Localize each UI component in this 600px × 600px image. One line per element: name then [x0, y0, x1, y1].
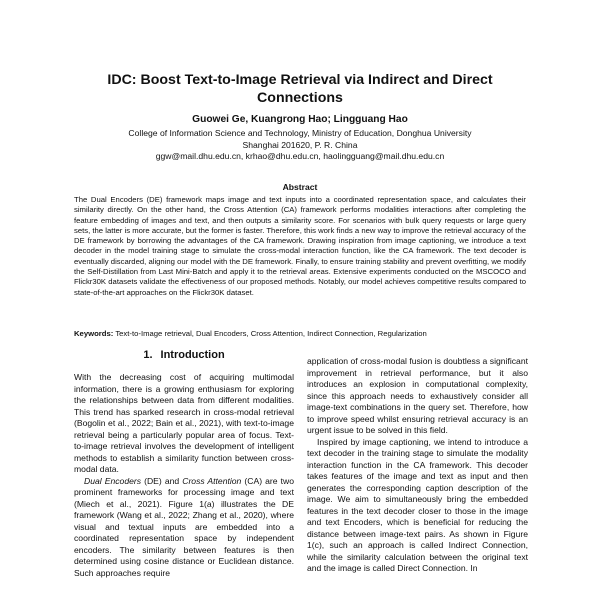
- paper-title-line-2: Connections: [257, 90, 343, 106]
- keywords: [74, 329, 526, 339]
- right-paragraph-2: Inspired by image captioning, we intend to introduce a text decoder in the training stage to simulate the modality interaction function in the CA framework. This decoder takes features of the image and text as input and then generates the corresponding caption description of the image. We aim to simultaneously bring the embedded features in the text decoder closer to those in the image and text Encoders, which is beneficial for reducing the distance between image-text pairs. As shown in Figure 1(c), such an approach is called Indirect Connection, while the similarity calculation between the original text and the image is called Direct Connection. In: [307, 436, 528, 573]
- author-emails: ggw@mail.dhu.edu.cn, krhao@dhu.edu.cn, haolingguang@mail.dhu.edu.cn: [155, 151, 445, 161]
- section-title: Introduction: [160, 349, 225, 361]
- affiliation-line-1: College of Information Science and Technology, Ministry of Education, Donghua University: [128, 128, 472, 138]
- paper-authors: Guowei Ge, Kuangrong Hao; Lingguang Hao: [192, 114, 408, 125]
- paper-title-line-1: IDC: Boost Text-to-Image Retrieval via Indirect and Direct: [107, 72, 493, 88]
- keywords-list: Text-to-Image retrieval, Dual Encoders, Cross Attention, Indirect Connection, Regularization: [115, 329, 427, 338]
- paper-affiliation: [60, 128, 540, 163]
- keywords-label: Keywords:: [74, 329, 114, 338]
- right-paragraph-1: application of cross-modal fusion is doubtless a significant improvement in retrieval performance, but it also introduces an explosion in computational complexity, since this approach needs to exhaustively consider all image-text combinations in the query set. Therefore, how to improve speed whilst ensuring retrieval accuracy is an urgent issue to be solved in this field.: [307, 356, 528, 435]
- abstract-body: The Dual Encoders (DE) framework maps image and text inputs into a coordinated representation space, and calculates their similarity directly. On the other hand, the Cross Attention (CA) framework performs modalities interactions after completing the feature embedding of images and text, and then outputs a similarity score. For scenarios with bulk query requests or large query sets, the latter is more accurate, but the former is faster. Therefore, this work finds a new way to improve the retrieval accuracy of the DE framework by borrowing the advantages of the CA framework. Drawing inspiration from image captioning, we introduce a text decoder in the model training stage to simulate the cross-modal interaction function, like the CA framework. The text decoder is eventually discarded, aligning our model with the DE framework. Finally, to ensure training stability and prevent overfitting, we modify the Self-Distillation from Last Mini-Batch and apply it to the retrieval areas. Extensive experiments conducted on the MSCOCO and Flickr30K datasets validate the effectiveness of our proposed methods. Notably, our model achieves competitive results compared to state-of-the-art approaches on the Flickr30K dataset.: [74, 195, 526, 297]
- left-column: [74, 348, 294, 579]
- right-column: [307, 356, 528, 575]
- term-dual-encoders: Dual Encoders: [84, 475, 142, 486]
- section-heading-introduction: [74, 348, 294, 362]
- intro-paragraph-2: [74, 476, 294, 580]
- paper-title: [60, 71, 540, 107]
- para2-body: (CA) are two prominent frameworks for processing image and text (Miech et al., 2021). Figure 1(a) illustrates the DE framework (Wang et al., 2022; Zhang et al., 2020), where visual and textual inputs are embedded into a coordinated representation space by independent encoders. The similarity between features is then determined using cosine distance or Euclidean distance. Such approaches require: [74, 475, 294, 578]
- intro-paragraph-1: With the decreasing cost of acquiring multimodal information, there is a growing enthusiasm for exploring the relationships between data from different modalities. This trend has sparked research in cross-modal retrieval (Bogolin et al., 2022; Bain et al., 2021), with text-to-image retrieval being a particularly popular area of focus. Text-to-image retrieval involves the development of intelligent methods to establish a similarity function between cross-modal data.: [74, 372, 294, 474]
- para2-connector: (DE) and: [141, 475, 183, 486]
- abstract-heading: Abstract: [282, 182, 318, 192]
- term-cross-attention: Cross Attention: [182, 475, 242, 486]
- affiliation-line-2: Shanghai 201620, P. R. China: [242, 139, 358, 150]
- section-number: 1.: [143, 349, 153, 361]
